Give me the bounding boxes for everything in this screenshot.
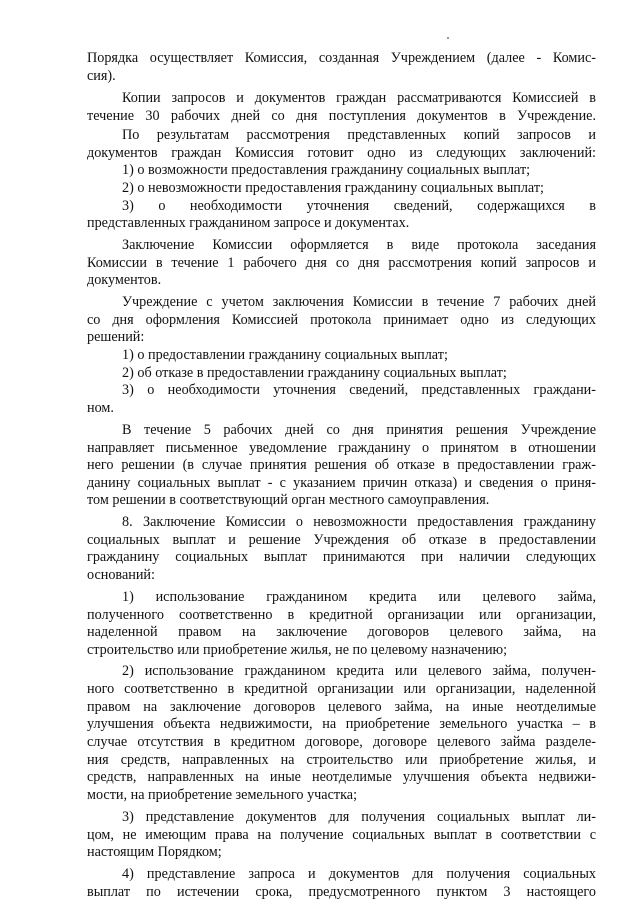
list-item: 4) представление запроса и документов для получения социальных: [122, 866, 596, 882]
text-line: мости, на приобретение земельного участка;: [87, 787, 358, 803]
text-line: средств, направленных на иные неотделимые улучшения объекта недвижи-: [87, 769, 596, 785]
scan-speck: [447, 37, 449, 39]
text-line: ного соответственно в кредитной организации или организации, наделенной: [87, 681, 596, 697]
list-item: 1) о предоставлении гражданину социальных выплат;: [122, 347, 448, 363]
text-line: социальных выплат и решение Учреждения об отказе в предоставлении: [87, 532, 596, 548]
text-line: ном.: [87, 400, 114, 416]
text-line: ния средств, направленных на строительство или приобретение жилья, и: [87, 752, 596, 768]
text-line: решений:: [87, 329, 145, 345]
text-line: выплат по истечении срока, предусмотренного пунктом 3 настоящего: [87, 884, 596, 900]
list-item: 1) использование гражданином кредита или целевого займа,: [122, 589, 596, 605]
list-item: 2) о невозможности предоставления гражданину социальных выплат;: [122, 180, 545, 196]
section-8-start: 8. Заключение Комиссии о невозможности предоставления гражданину: [122, 514, 596, 530]
text-line: правом на заключение договоров целевого займа, на иные неотделимые: [87, 699, 596, 715]
text-line: оснований:: [87, 567, 155, 583]
text-line: Заключение Комиссии оформляется в виде протокола заседания: [122, 237, 596, 253]
text-line: со дня оформления Комиссией протокола принимает одно из следующих: [87, 312, 596, 328]
text-line: В течение 5 рабочих дней со дня принятия решения Учреждение: [122, 422, 596, 438]
text-line: По результатам рассмотрения представленных копий запросов и: [122, 127, 596, 143]
list-item: 3) представление документов для получения социальных выплат ли-: [122, 809, 596, 825]
text-line: Комиссии в течение 1 рабочего дня со дня рассмотрения копий запросов и: [87, 255, 596, 271]
text-line: строительство или приобретение жилья, не по целевому назначению;: [87, 642, 508, 658]
text-line: улучшения объекта недвижимости, на приобретение земельного участка – в: [87, 716, 596, 732]
list-item: 3) о необходимости уточнения сведений, представленных граждани-: [122, 382, 596, 398]
text-line: него решении (в случае принятия решения об отказе в предоставлении граж-: [87, 457, 596, 473]
text-line: представленных гражданином запросе и документах.: [87, 215, 410, 231]
text-line: данину социальных выплат - с указанием причин отказа) и сведения о приня-: [87, 475, 596, 491]
text-line: случае отсутствия в кредитном договоре, договоре целевого займа разделе-: [87, 734, 596, 750]
text-line: том решении в соответствующий орган местного самоуправления.: [87, 492, 490, 508]
text-line: направляет письменное уведомление гражданину о принятом в отношении: [87, 440, 596, 456]
text-line: полученного соответственно в кредитной организации или организации,: [87, 607, 596, 623]
text-line: течение 30 рабочих дней со дня поступления документов в Учреждение.: [87, 108, 596, 124]
text-line: наделенной правом на заключение договоров целевого займа, на: [87, 624, 596, 640]
list-item: 2) об отказе в предоставлении гражданину социальных выплат;: [122, 365, 507, 381]
text-line: сия).: [87, 68, 116, 84]
text-line: документов граждан Комиссия готовит одно из следующих заключений:: [87, 145, 596, 161]
text-line: цом, не имеющим права на получение социальных выплат в соответствии с: [87, 827, 596, 843]
list-item: 3) о необходимости уточнения сведений, содержащихся в: [122, 198, 596, 214]
text-line: документов.: [87, 272, 162, 288]
list-item: 1) о возможности предоставления гражданину социальных выплат;: [122, 162, 531, 178]
text-line: гражданину социальных выплат принимаются при наличии следующих: [87, 549, 596, 565]
text-line: настоящим Порядком;: [87, 844, 222, 860]
text-line: Порядка осуществляет Комиссия, созданная Учреждением (далее - Комис-: [87, 50, 596, 66]
text-line: Копии запросов и документов граждан рассматриваются Комиссией в: [122, 90, 596, 106]
text-line: Учреждение с учетом заключения Комиссии в течение 7 рабочих дней: [122, 294, 596, 310]
list-item: 2) использование гражданином кредита или целевого займа, получен-: [122, 663, 596, 679]
